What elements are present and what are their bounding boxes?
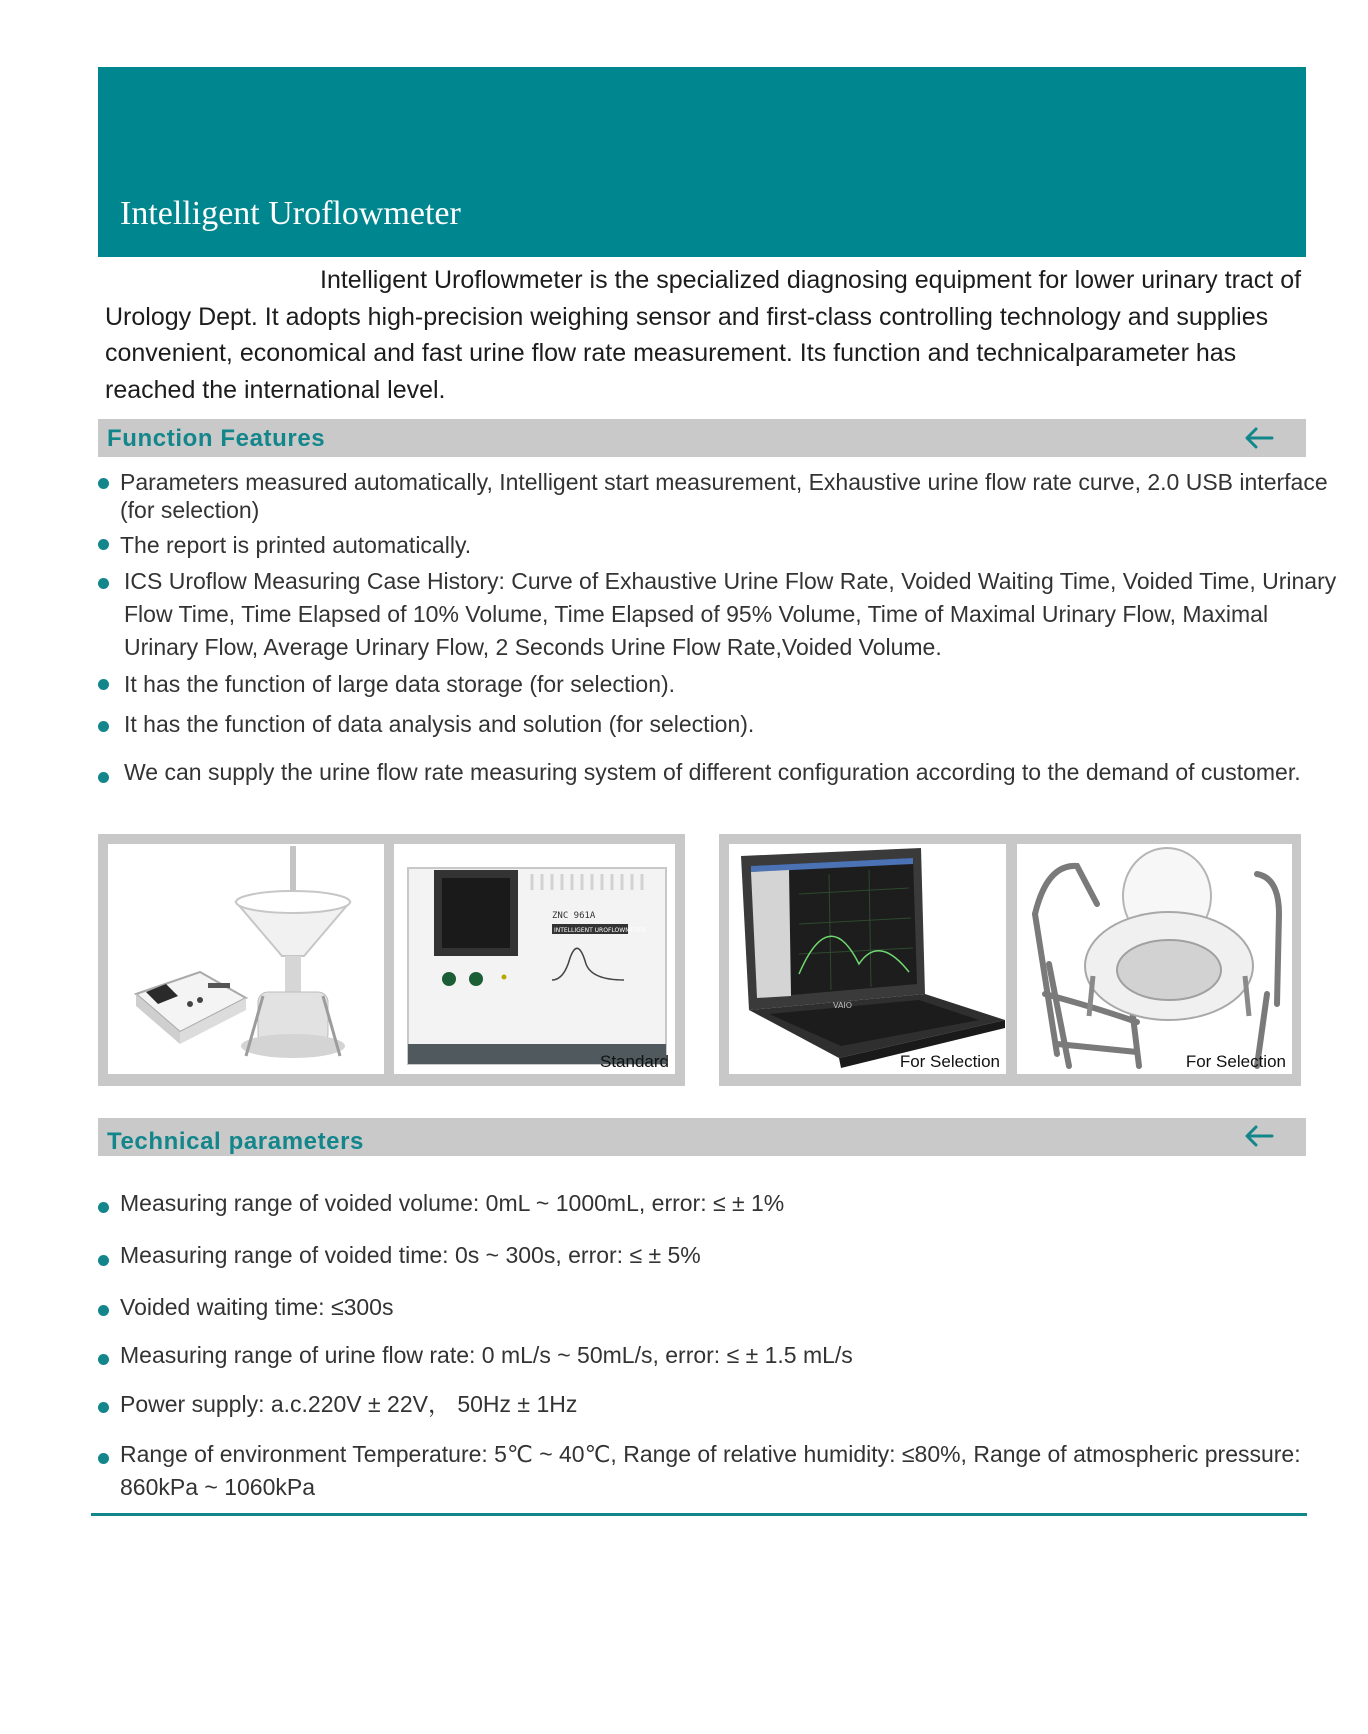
technical-list: [96, 1187, 1346, 1504]
bullet-icon: [98, 539, 109, 550]
list-item: ICS Uroflow Measuring Case History: Curve of Exhaustive Urine Flow Rate, Voided Waiting Time, Voided Time, Urinary Flow Time, Time Elapsed of 10% Volume, Time Elapsed of 95% Volume, Time of Maximal Urinary Flow, Maximal Urinary Flow, Average Urinary Flow, 2 Seconds Urine Flow Rate,Voided Volume.: [96, 565, 1346, 664]
caption-laptop-selection: For Selection: [899, 1052, 1000, 1071]
list-item: It has the function of large data storage (for selection).: [96, 668, 1346, 701]
photo-group-selection: [719, 834, 1301, 1086]
list-item: Range of environment Temperature: 5℃ ~ 40℃, Range of relative humidity: ≤80%, Range of atmospheric pressure: 860kPa ~ 1060kPa: [96, 1438, 1346, 1504]
list-item: Voided waiting time: ≤300s: [96, 1291, 1346, 1324]
page-title: Intelligent Uroflowmeter: [120, 195, 461, 232]
header-banner: [98, 67, 1306, 257]
bullet-icon: [98, 1305, 109, 1316]
bullet-icon: [98, 1255, 109, 1266]
section-title-technical: Technical parameters: [107, 1128, 365, 1155]
bullet-icon: [98, 772, 109, 783]
function-features-header: [98, 419, 1306, 457]
list-item: It has the function of data analysis and solution (for selection).: [96, 708, 1346, 741]
laptop-photo: [729, 844, 1006, 1074]
list-item: Measuring range of voided time: 0s ~ 300s, error: ≤ ± 5%: [96, 1239, 1346, 1272]
photo-group-standard: [98, 834, 685, 1086]
bullet-icon: [98, 679, 109, 690]
list-item: Power supply: a.c.220V ± 22V， 50Hz ± 1Hz: [96, 1388, 1346, 1421]
bullet-icon: [98, 478, 109, 489]
bullet-icon: [98, 578, 109, 589]
printer-device-photo: [394, 844, 675, 1074]
caption-standard: Standard: [600, 1052, 669, 1071]
toilet-chair-illustration: [1017, 844, 1292, 1074]
feature-list: [96, 468, 1346, 786]
bullet-icon: [98, 1354, 109, 1365]
list-item: Measuring range of urine flow rate: 0 mL/s ~ 50mL/s, error: ≤ ± 1.5 mL/s: [96, 1339, 1346, 1372]
section-title-features: Function Features: [107, 425, 326, 452]
funnel-stand-illustration: [108, 844, 384, 1074]
list-item: We can supply the urine flow rate measuring system of different configuration according to the demand of customer.: [96, 758, 1346, 786]
bullet-icon: [98, 721, 109, 732]
intro-paragraph: Intelligent Uroflowmeter is the specialized diagnosing equipment for lower urinary tract of Urology Dept. It adopts high-precision weighing sensor and first-class controlling technology and supplies convenient, economical and fast urine flow rate measurement. Its function and technicalparameter has reached the international level.: [105, 266, 1302, 404]
printer-model-label: ZNC 961A: [552, 911, 596, 921]
svg-text:VAIO: VAIO: [833, 1001, 853, 1010]
bottom-divider: [91, 1513, 1307, 1516]
caption-chair-selection: For Selection: [1185, 1052, 1286, 1071]
list-item: Parameters measured automatically, Intelligent start measurement, Exhaustive urine flow rate curve, 2.0 USB interface (for selection): [96, 468, 1346, 524]
uroflowmeter-device-photo: [108, 844, 384, 1074]
laptop-illustration: [729, 844, 1006, 1074]
back-arrow-icon[interactable]: [1244, 427, 1274, 449]
toilet-chair-photo: [1017, 844, 1292, 1074]
bullet-icon: [98, 1453, 109, 1464]
printer-subtitle-label: INTELLIGENT UROFLOWMETER: [554, 927, 646, 934]
bullet-icon: [98, 1402, 109, 1413]
list-item: Measuring range of voided volume: 0mL ~ 1000mL, error: ≤ ± 1%: [96, 1187, 1346, 1220]
printer-illustration: [394, 844, 675, 1074]
bullet-icon: [98, 1202, 109, 1213]
back-arrow-icon[interactable]: [1244, 1125, 1274, 1147]
list-item: The report is printed automatically.: [96, 531, 1346, 559]
technical-parameters-header: [98, 1118, 1306, 1156]
